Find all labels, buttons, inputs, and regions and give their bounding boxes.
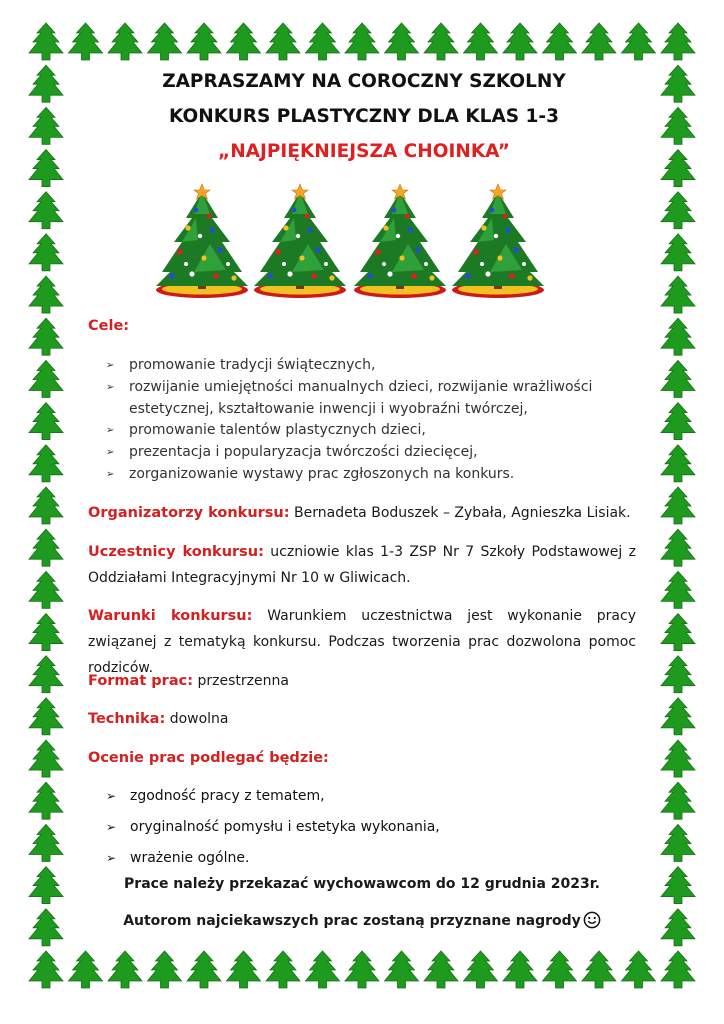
christmas-tree-icon	[29, 529, 63, 566]
participants-section	[88, 539, 636, 591]
list-item: ➢ promowanie talentów plastycznych dzieci,	[106, 420, 626, 442]
christmas-tree-icon	[622, 951, 656, 988]
christmas-tree-icon	[227, 23, 261, 60]
christmas-tree-icon	[661, 234, 695, 271]
technique-label: Technika:	[88, 711, 166, 727]
christmas-tree-icon	[29, 107, 63, 144]
decorated-tree-2	[254, 184, 346, 298]
arrow-bullet-icon: ➢	[106, 425, 115, 437]
list-item: ➢ rozwijanie umiejętności manualnych dzieci, rozwijanie wrażliwości estetycznej, kształtowanie inwencji i wyobraźni twórczej,	[106, 378, 593, 417]
christmas-tree-icon	[582, 23, 616, 60]
christmas-tree-icon	[661, 867, 695, 904]
christmas-tree-icon	[29, 403, 63, 440]
christmas-tree-icon	[108, 23, 142, 60]
christmas-tree-icon	[661, 150, 695, 187]
arrow-bullet-icon: ➢	[106, 381, 115, 393]
christmas-tree-icon	[29, 867, 63, 904]
christmas-tree-icon	[385, 23, 419, 60]
technique-section	[88, 706, 636, 732]
evaluation-section	[88, 745, 636, 771]
christmas-tree-icon	[661, 529, 695, 566]
christmas-tree-icon	[69, 23, 103, 60]
christmas-tree-icon	[385, 951, 419, 988]
christmas-tree-icon	[29, 192, 63, 229]
christmas-tree-icon	[29, 23, 63, 60]
christmas-tree-icon	[661, 487, 695, 524]
christmas-tree-icon	[306, 23, 340, 60]
list-item: ➢ wrażenie ogólne.	[106, 845, 440, 876]
conditions-label: Warunki konkursu:	[88, 608, 253, 624]
christmas-tree-icon	[29, 698, 63, 735]
list-item: ➢ oryginalność pomysłu i estetyka wykonania,	[106, 814, 440, 845]
list-item: ➢ prezentacja i popularyzacja twórczości dziecięcej,	[106, 442, 626, 464]
christmas-tree-icon	[29, 571, 63, 608]
list-item: ➢ zgodność pracy z tematem,	[106, 783, 440, 814]
christmas-tree-icon	[661, 445, 695, 482]
participants-value: uczniowie klas 1-3 ZSP Nr 7 Szkoły Podstawowej z Oddziałami Integracyjnymi Nr 10 w Gliwicach.	[88, 544, 637, 586]
christmas-tree-icon	[29, 824, 63, 861]
title-line-2: KONKURS PLASTYCZNY DLA KLAS 1-3	[169, 106, 559, 127]
format-section	[88, 668, 636, 694]
christmas-tree-icon	[29, 909, 63, 946]
christmas-tree-icon	[661, 192, 695, 229]
christmas-tree-icon	[29, 951, 63, 988]
arrow-bullet-icon: ➢	[106, 789, 117, 803]
christmas-tree-icon	[29, 614, 63, 651]
goals-heading: Cele:	[88, 318, 130, 334]
christmas-tree-icon	[661, 360, 695, 397]
christmas-tree-icon	[29, 445, 63, 482]
christmas-tree-icon	[503, 951, 537, 988]
christmas-tree-icon	[306, 951, 340, 988]
christmas-tree-icon	[464, 951, 498, 988]
prizes-text: Autorom najciekawszych prac zostaną przyznane nagrody	[123, 913, 581, 929]
decorated-tree-4	[452, 184, 544, 298]
christmas-tree-icon	[29, 150, 63, 187]
christmas-tree-icon	[622, 23, 656, 60]
christmas-tree-icon	[582, 951, 616, 988]
arrow-bullet-icon: ➢	[106, 468, 115, 480]
christmas-tree-icon	[661, 951, 695, 988]
christmas-tree-icon	[661, 740, 695, 777]
christmas-tree-icon	[543, 23, 577, 60]
evaluation-heading: Ocenie prac podlegać będzie:	[88, 750, 329, 766]
christmas-tree-icon	[29, 740, 63, 777]
christmas-tree-icon	[661, 403, 695, 440]
goals-list	[106, 355, 626, 486]
list-item: ➢ promowanie tradycji świątecznych,	[106, 355, 626, 377]
decorated-trees-row	[150, 180, 550, 304]
christmas-tree-icon	[424, 951, 458, 988]
christmas-tree-icon	[661, 65, 695, 102]
technique-value: dowolna	[169, 711, 229, 727]
arrow-bullet-icon: ➢	[106, 851, 117, 865]
participants-label: Uczestnicy konkursu:	[88, 544, 264, 560]
christmas-tree-icon	[345, 951, 379, 988]
contest-name: „NAJPIĘKNIEJSZA CHOINKA”	[218, 141, 510, 162]
christmas-tree-icon	[187, 23, 221, 60]
christmas-tree-icon	[661, 782, 695, 819]
christmas-tree-icon	[29, 656, 63, 693]
smiley-icon	[583, 911, 601, 929]
christmas-tree-icon	[29, 782, 63, 819]
organizers-label: Organizatorzy konkursu:	[88, 505, 290, 521]
arrow-bullet-icon: ➢	[106, 447, 115, 459]
christmas-tree-icon	[187, 951, 221, 988]
decorated-tree-1	[156, 184, 248, 298]
christmas-tree-icon	[661, 614, 695, 651]
arrow-bullet-icon: ➢	[106, 820, 117, 834]
christmas-tree-icon	[661, 276, 695, 313]
christmas-tree-icon	[661, 824, 695, 861]
title-line-1: ZAPRASZAMY NA COROCZNY SZKOLNY	[162, 71, 566, 92]
decorated-tree-3	[354, 184, 446, 298]
christmas-tree-icon	[29, 487, 63, 524]
list-item: ➢ zorganizowanie wystawy prac zgłoszonych na konkurs.	[106, 464, 626, 486]
christmas-tree-icon	[661, 23, 695, 60]
christmas-tree-icon	[148, 951, 182, 988]
christmas-tree-icon	[661, 318, 695, 355]
prizes-note	[88, 911, 636, 929]
christmas-tree-icon	[29, 234, 63, 271]
christmas-tree-icon	[661, 656, 695, 693]
christmas-tree-icon	[503, 23, 537, 60]
christmas-tree-icon	[345, 23, 379, 60]
format-value: przestrzenna	[197, 673, 289, 689]
christmas-tree-icon	[108, 951, 142, 988]
format-label: Format prac:	[88, 673, 194, 689]
christmas-tree-icon	[29, 276, 63, 313]
christmas-tree-icon	[266, 23, 300, 60]
christmas-tree-icon	[29, 360, 63, 397]
christmas-tree-icon	[148, 23, 182, 60]
christmas-tree-icon	[29, 65, 63, 102]
christmas-tree-icon	[29, 318, 63, 355]
christmas-tree-icon	[424, 23, 458, 60]
christmas-tree-icon	[227, 951, 261, 988]
christmas-tree-icon	[69, 951, 103, 988]
organizers-section	[88, 500, 636, 526]
evaluation-list	[106, 783, 440, 876]
christmas-tree-icon	[661, 571, 695, 608]
christmas-tree-icon	[543, 951, 577, 988]
christmas-tree-icon	[661, 909, 695, 946]
organizers-value: Bernadeta Boduszek – Zybała, Agnieszka Lisiak.	[294, 505, 631, 521]
christmas-tree-icon	[661, 698, 695, 735]
deadline-note: Prace należy przekazać wychowawcom do 12 grudnia 2023r.	[124, 876, 600, 892]
poster-header	[88, 64, 640, 169]
arrow-bullet-icon: ➢	[106, 360, 115, 371]
christmas-tree-icon	[661, 107, 695, 144]
christmas-tree-icon	[266, 951, 300, 988]
conditions-value: Warunkiem uczestnictwa jest wykonanie pracy związanej z tematyką konkursu. Podczas tworzenia prac dozwolona pomoc rodziców.	[88, 608, 636, 676]
christmas-tree-icon	[464, 23, 498, 60]
